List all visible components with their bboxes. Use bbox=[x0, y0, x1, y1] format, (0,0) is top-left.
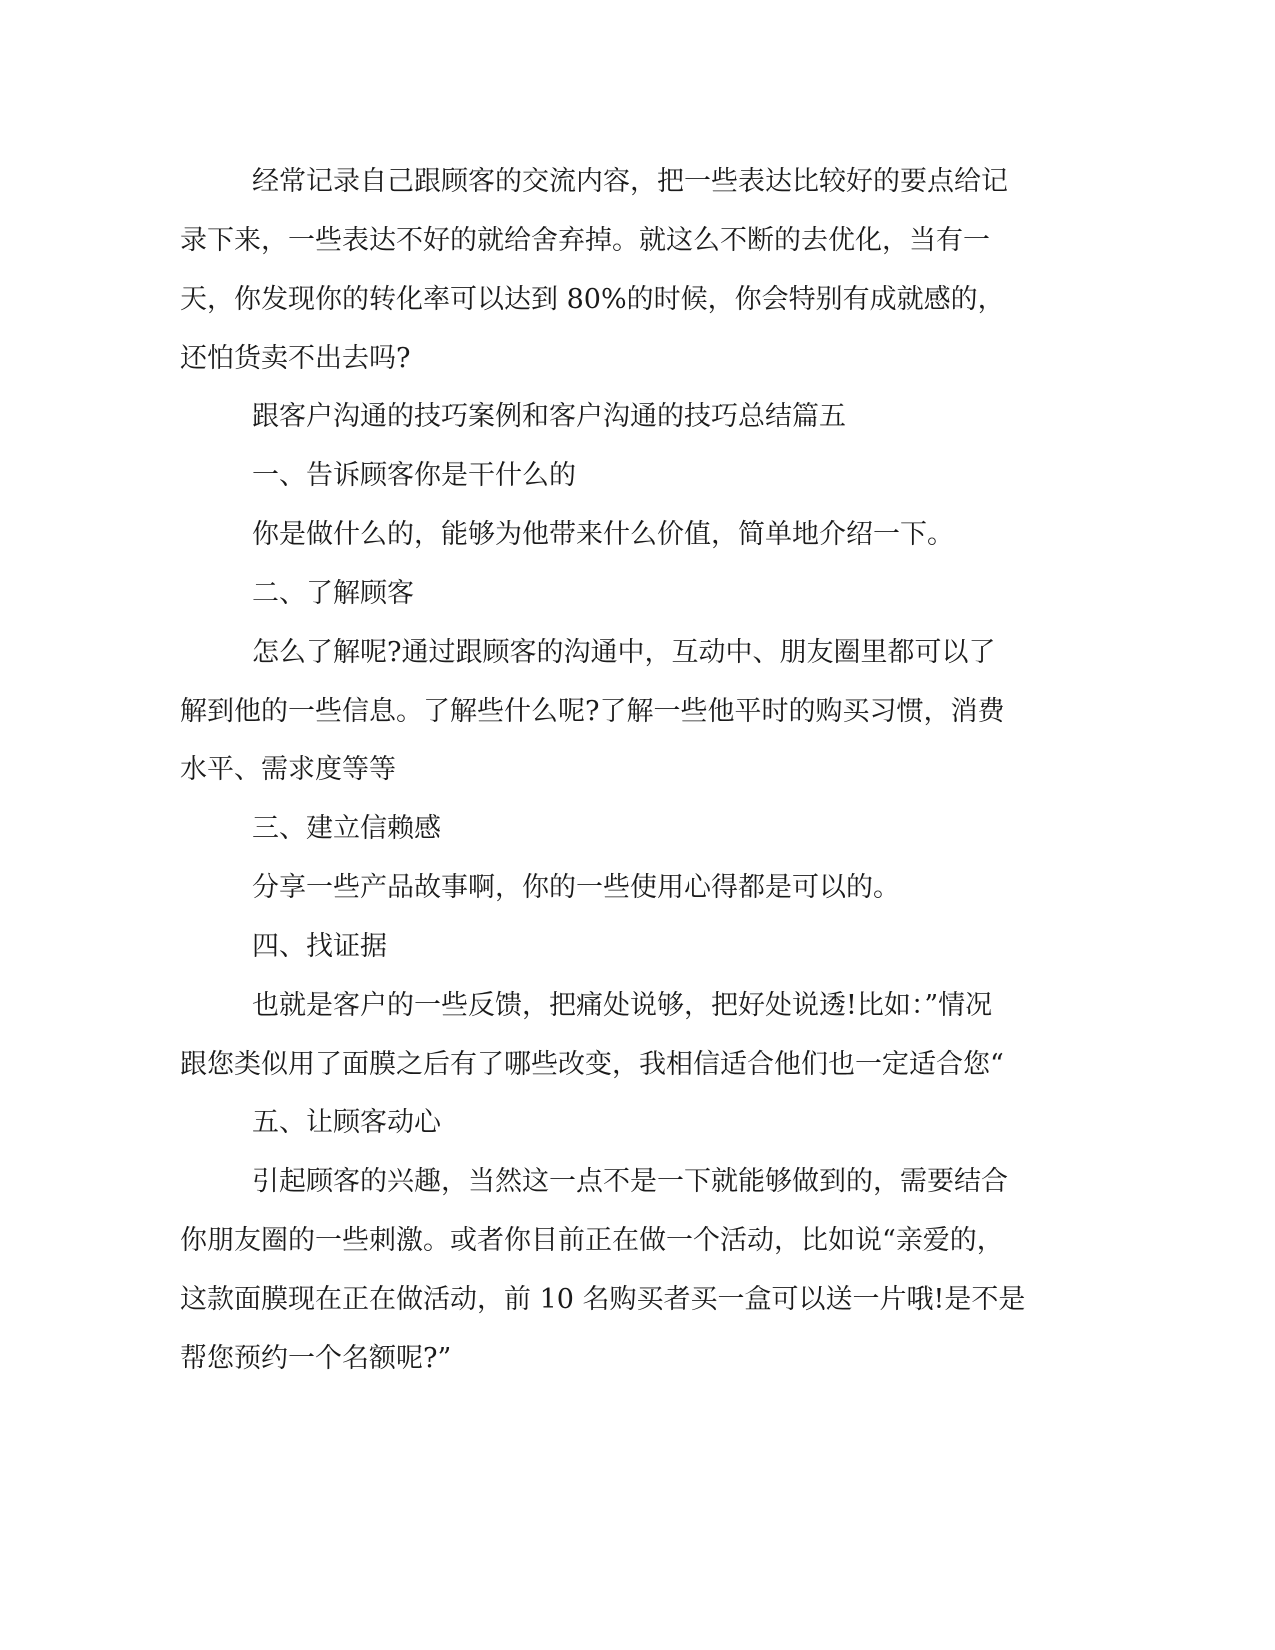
paragraph-line: 你是做什么的，能够为他带来什么价值，简单地介绍一下。 bbox=[252, 519, 954, 550]
section-heading: 四、找证据 bbox=[252, 931, 387, 962]
paragraph-line: 天，你发现你的转化率可以达到 80%的时候，你会特别有成就感的， bbox=[180, 284, 1005, 315]
paragraph-line: 经常记录自己跟顾客的交流内容，把一些表达比较好的要点给记 bbox=[252, 166, 1008, 197]
paragraph-line: 录下来，一些表达不好的就给舍弃掉。就这么不断的去优化，当有一 bbox=[180, 225, 990, 256]
section-heading: 二、了解顾客 bbox=[252, 578, 414, 609]
section-heading: 五、让顾客动心 bbox=[252, 1107, 441, 1138]
paragraph-line: 水平、需求度等等 bbox=[180, 754, 396, 785]
paragraph-line: 也就是客户的一些反馈，把痛处说够，把好处说透!比如：”情况 bbox=[252, 990, 993, 1021]
paragraph-line: 这款面膜现在正在做活动，前 10 名购买者买一盒可以送一片哦!是不是 bbox=[180, 1284, 1026, 1315]
paragraph-line: 你朋友圈的一些刺激。或者你目前正在做一个活动，比如说“亲爱的， bbox=[180, 1225, 1004, 1256]
section-title: 跟客户沟通的技巧案例和客户沟通的技巧总结篇五 bbox=[252, 401, 846, 432]
paragraph-line: 引起顾客的兴趣，当然这一点不是一下就能够做到的，需要结合 bbox=[252, 1166, 1008, 1197]
paragraph-line: 还怕货卖不出去吗? bbox=[180, 343, 411, 374]
section-heading: 一、告诉顾客你是干什么的 bbox=[252, 460, 576, 491]
paragraph-line: 帮您预约一个名额呢?” bbox=[180, 1343, 452, 1374]
section-heading: 三、建立信赖感 bbox=[252, 813, 441, 844]
paragraph-line: 跟您类似用了面膜之后有了哪些改变，我相信适合他们也一定适合您“ bbox=[180, 1049, 1004, 1080]
paragraph-line: 解到他的一些信息。了解些什么呢?了解一些他平时的购买习惯，消费 bbox=[180, 696, 1005, 727]
paragraph-line: 分享一些产品故事啊，你的一些使用心得都是可以的。 bbox=[252, 872, 900, 903]
paragraph-line: 怎么了解呢?通过跟顾客的沟通中，互动中、朋友圈里都可以了 bbox=[252, 637, 996, 668]
